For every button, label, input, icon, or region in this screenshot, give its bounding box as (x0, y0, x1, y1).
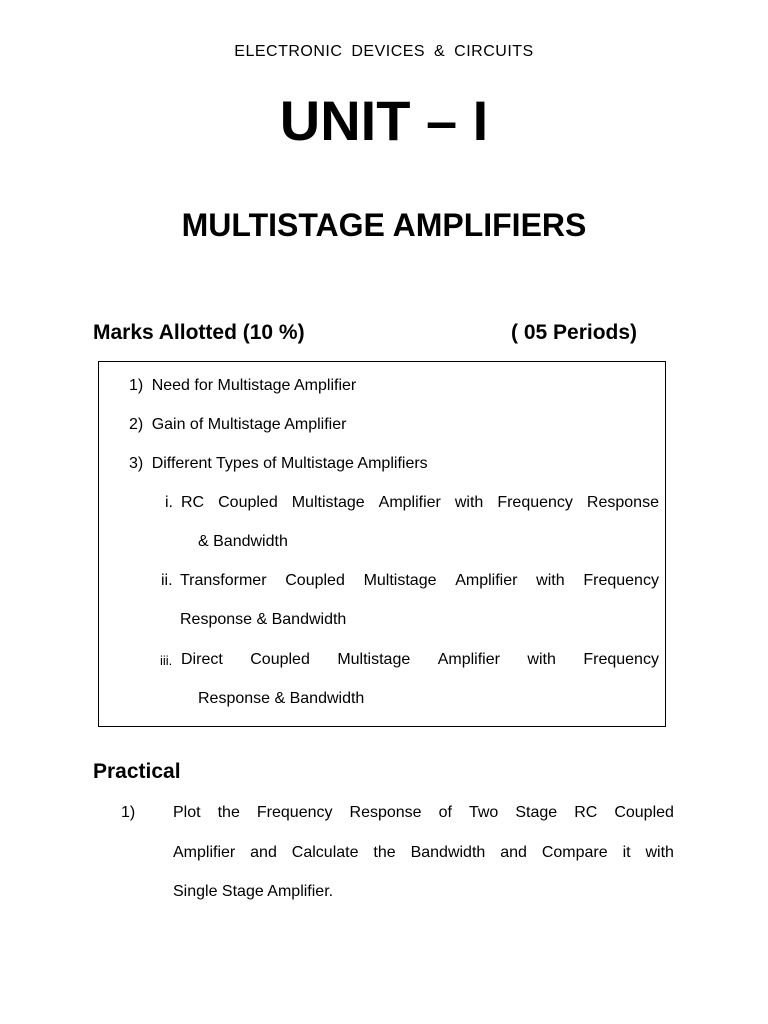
practical-item-number: 1) (121, 804, 136, 821)
syllabus-item-1 (129, 376, 356, 396)
word: Multistage (291, 494, 365, 511)
subitem-i-continuation: & Bandwidth (198, 533, 288, 550)
word: the (217, 804, 240, 821)
word: Frequency (583, 572, 659, 589)
word: with (536, 572, 565, 589)
word: RC (181, 494, 205, 511)
item-number: 1) (129, 377, 144, 394)
item-text: Different Types of Multistage Amplifiers (151, 455, 428, 472)
word: Direct (181, 651, 223, 668)
word: Coupled (614, 804, 674, 821)
topic-title: MULTISTAGE AMPLIFIERS (181, 207, 587, 243)
syllabus-item-2 (129, 415, 346, 435)
word: RC (574, 804, 598, 821)
word: Plot (173, 804, 201, 821)
word: Frequency (583, 651, 659, 668)
word: Two (468, 804, 499, 821)
word: Response (586, 494, 659, 511)
word: and (500, 844, 527, 861)
periods-count: ( 05 Periods) (511, 321, 638, 344)
practical-heading: Practical (93, 760, 181, 783)
word: Amplifier (173, 844, 236, 861)
word: Coupled (250, 651, 310, 668)
word: Multistage (363, 572, 437, 589)
word: Coupled (218, 494, 278, 511)
subitem-iii-line1 (181, 650, 659, 670)
word: Frequency (497, 494, 573, 511)
practical-line-2 (173, 843, 674, 863)
item-text: Need for Multistage Amplifier (151, 377, 357, 394)
word: Amplifier (378, 494, 441, 511)
subitem-number: ii. (161, 572, 173, 589)
practical-line-3: Single Stage Amplifier. (173, 883, 334, 900)
subitem-i-line1 (181, 493, 659, 513)
unit-title: UNIT – I (279, 89, 489, 152)
word: Response (349, 804, 422, 821)
subitem-ii-continuation: Response & Bandwidth (180, 611, 347, 628)
word: Frequency (256, 804, 333, 821)
word: Transformer (180, 572, 267, 589)
word: the (373, 844, 396, 861)
word: Bandwidth (410, 844, 486, 861)
syllabus-item-3 (129, 454, 428, 474)
subitem-ii-line1 (180, 571, 659, 591)
item-number: 3) (129, 455, 144, 472)
course-title: ELECTRONIC DEVICES & CIRCUITS (234, 43, 534, 60)
word: of (438, 804, 452, 821)
word: with (645, 844, 674, 861)
word: Amplifier (455, 572, 518, 589)
word: and (250, 844, 277, 861)
marks-allotted: Marks Allotted (10 %) (93, 321, 305, 344)
word: with (527, 651, 556, 668)
subitem-iii-continuation: Response & Bandwidth (198, 690, 365, 707)
word: with (454, 494, 484, 511)
item-number: 2) (129, 416, 144, 433)
word: Amplifier (437, 651, 500, 668)
word: Coupled (285, 572, 345, 589)
word: Stage (515, 804, 558, 821)
subitem-number: i. (165, 494, 173, 511)
word: Multistage (337, 651, 411, 668)
item-text: Gain of Multistage Amplifier (151, 416, 347, 433)
practical-line-1 (173, 803, 674, 823)
word: Calculate (291, 844, 359, 861)
word: Compare (541, 844, 608, 861)
word: it (622, 844, 631, 861)
subitem-number: iii. (160, 653, 173, 668)
